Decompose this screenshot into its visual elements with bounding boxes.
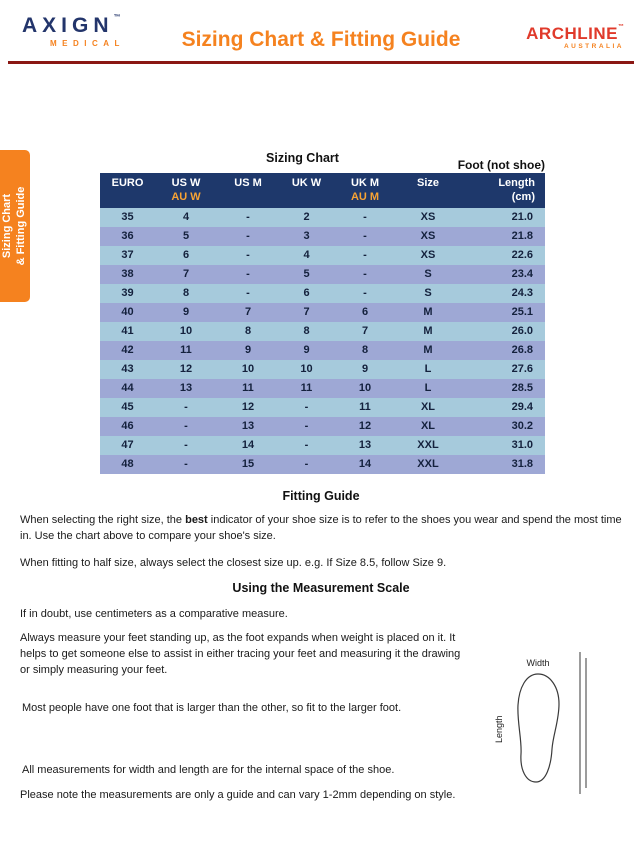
table-cell: 40	[121, 305, 134, 318]
table-cell: 22.6	[511, 248, 533, 261]
table-cell: L	[424, 362, 432, 375]
table-cell: 48	[121, 457, 134, 470]
measurement-paragraph-4: All measurements for width and length are for the internal space of the shoe.	[22, 764, 395, 776]
table-cell: 42	[121, 343, 134, 356]
table-cell: 37	[121, 248, 134, 261]
table-cell: 9	[303, 343, 310, 356]
side-tab	[0, 150, 30, 302]
table-cell: 27.6	[511, 362, 533, 375]
table-cell: 7	[182, 267, 190, 280]
table-cell: -	[246, 210, 250, 223]
width-label: Width	[526, 658, 550, 668]
sizing-table-body	[100, 208, 545, 474]
table-cell: 9	[361, 362, 369, 375]
table-row	[100, 417, 545, 436]
table-cell: 24.3	[511, 286, 533, 299]
table-cell: 5	[303, 267, 310, 280]
table-cell: XXL	[417, 457, 439, 470]
table-cell: 14	[358, 457, 372, 470]
table-row	[100, 455, 545, 474]
paragraph-text: When selecting the right size, the	[20, 514, 186, 526]
table-row	[100, 360, 545, 379]
table-cell: 45	[121, 400, 134, 413]
paragraph-bold-word: best	[185, 514, 208, 526]
paragraph-text: indicator of your shoe size is to refer to the shoes you wear and spend the most time in. Use the chart above to compare your shoe's size.	[20, 514, 622, 542]
table-row	[100, 208, 545, 227]
col-header-length: Length (cm)	[460, 173, 545, 208]
table-cell: M	[423, 343, 433, 356]
table-cell: S	[424, 286, 432, 299]
table-cell: 6	[182, 248, 190, 261]
table-cell: M	[423, 305, 433, 318]
table-cell: -	[184, 400, 188, 413]
col-header-euro: EURO	[100, 173, 155, 208]
table-cell: 12	[179, 362, 193, 375]
sizing-table	[100, 173, 545, 474]
sizing-chart-title: Sizing Chart	[266, 151, 339, 165]
measurement-scale-heading: Using the Measurement Scale	[232, 581, 410, 595]
table-row	[100, 341, 545, 360]
table-row	[100, 379, 545, 398]
table-cell: 3	[303, 229, 310, 242]
table-row	[100, 303, 545, 322]
col-header-usm: US M	[217, 173, 279, 208]
table-cell: 41	[121, 324, 134, 337]
table-cell: -	[246, 248, 250, 261]
table-cell: 26.0	[511, 324, 533, 337]
table-cell: 10	[358, 381, 372, 394]
table-cell: 36	[121, 229, 134, 242]
table-cell: XXL	[417, 438, 439, 451]
table-cell: 8	[303, 324, 310, 337]
axign-logo-sub: MEDICAL	[50, 39, 125, 48]
table-cell: 9	[182, 305, 190, 318]
length-label: Length	[494, 715, 504, 743]
table-cell: 10	[179, 324, 193, 337]
table-cell: 31.8	[511, 457, 533, 470]
table-cell: 38	[121, 267, 134, 280]
col-header-ukw: UK W	[279, 173, 334, 208]
table-cell: 11	[242, 381, 254, 394]
table-cell: 2	[303, 210, 310, 223]
table-cell: 35	[121, 210, 134, 223]
foot-diagram-svg	[492, 648, 602, 798]
table-row	[100, 246, 545, 265]
table-cell: -	[363, 210, 367, 223]
table-cell: 9	[244, 343, 252, 356]
table-cell: M	[423, 324, 433, 337]
table-cell: XS	[420, 229, 436, 242]
axign-logo-name: AXIGN	[22, 14, 114, 37]
table-cell: -	[184, 438, 188, 451]
table-cell: 13	[179, 381, 193, 394]
table-cell: -	[363, 248, 367, 261]
table-cell: XL	[420, 419, 436, 432]
table-cell: -	[363, 229, 367, 242]
archline-logo-sub: AUSTRALIA	[563, 43, 624, 50]
col-header-ukm-aum: UK M AU M	[334, 173, 396, 208]
measurement-paragraph-2: Always measure your feet standing up, as the foot expands when weight is placed on it. It helps to get someone else to assist in either tracing your feet and measuring it the drawing or simply measuring your feet.	[20, 632, 461, 676]
table-cell: 46	[121, 419, 134, 432]
table-cell: -	[304, 400, 309, 413]
fitting-guide-paragraph-2: When fitting to half size, always select the closest size up. e.g. If Size 8.5, follow Size 9.	[20, 557, 447, 569]
table-cell: 13	[358, 438, 372, 451]
table-cell: -	[246, 229, 250, 242]
table-cell: -	[363, 286, 367, 299]
table-cell: 4	[182, 210, 190, 223]
table-cell: 7	[361, 324, 369, 337]
table-cell: 8	[361, 343, 369, 356]
table-cell: 8	[244, 324, 252, 337]
header-rule	[8, 61, 634, 64]
table-cell: -	[246, 286, 250, 299]
table-cell: 30.2	[511, 419, 533, 432]
foot-not-shoe-note: Foot (not shoe)	[457, 158, 545, 172]
archline-logo-name: ARCHLINE	[526, 24, 618, 43]
table-cell: 14	[241, 438, 255, 451]
table-cell: 11	[180, 343, 192, 356]
table-cell: 5	[182, 229, 190, 242]
table-cell: -	[304, 457, 309, 470]
table-cell: 13	[241, 419, 255, 432]
archline-trademark: ™	[618, 24, 624, 30]
table-cell: 21.8	[511, 229, 533, 242]
measurement-paragraph-3: Most people have one foot that is larger than the other, so fit to the larger foot.	[22, 702, 402, 714]
table-cell: -	[246, 267, 250, 280]
table-cell: 8	[182, 286, 190, 299]
col-header-size: Size	[396, 173, 460, 208]
table-cell: 23.4	[511, 267, 533, 280]
fitting-guide-paragraph-1	[20, 513, 626, 545]
archline-logo	[526, 24, 624, 50]
table-cell: 47	[121, 438, 134, 451]
table-cell: -	[304, 438, 309, 451]
table-cell: 44	[121, 381, 134, 394]
table-cell: 25.1	[511, 305, 533, 318]
table-row	[100, 284, 545, 303]
table-cell: 28.5	[511, 381, 533, 394]
table-cell: 4	[303, 248, 310, 261]
foot-diagram	[492, 648, 602, 798]
table-cell: 10	[300, 362, 313, 375]
table-cell: 21.0	[511, 210, 533, 223]
table-cell: 15	[241, 457, 255, 470]
table-cell: 31.0	[511, 438, 533, 451]
page-title: Sizing Chart & Fitting Guide	[181, 28, 461, 51]
table-cell: 26.8	[511, 343, 533, 356]
table-cell: -	[363, 267, 367, 280]
table-cell: -	[184, 419, 188, 432]
table-cell: 6	[361, 305, 369, 318]
side-tab-line1: Sizing Chart	[1, 193, 14, 259]
table-row	[100, 398, 545, 417]
measurement-paragraph-1: If in doubt, use centimeters as a comparative measure.	[20, 608, 288, 620]
table-cell: 12	[358, 419, 372, 432]
table-cell: 39	[121, 286, 134, 299]
table-cell: XL	[420, 400, 436, 413]
axign-trademark: ™	[113, 14, 121, 21]
table-cell: XS	[420, 210, 436, 223]
table-row	[100, 265, 545, 284]
table-cell: 10	[241, 362, 255, 375]
table-cell: 29.4	[511, 400, 533, 413]
table-row	[100, 322, 545, 341]
table-cell: 7	[244, 305, 252, 318]
table-cell: 6	[303, 286, 310, 299]
foot-outline	[518, 674, 559, 782]
table-cell: -	[304, 419, 309, 432]
table-row	[100, 227, 545, 246]
table-cell: L	[424, 381, 432, 394]
fitting-guide-heading: Fitting Guide	[282, 489, 360, 503]
measurement-paragraph-5: Please note the measurements are only a guide and can vary 1-2mm depending on style.	[20, 789, 456, 801]
side-tab-line2: & Fitting Guide	[15, 186, 27, 266]
table-row	[100, 436, 545, 455]
table-cell: S	[424, 267, 432, 280]
table-cell: XS	[420, 248, 436, 261]
table-cell: 7	[303, 305, 310, 318]
sizing-table-wrap	[100, 173, 545, 474]
table-cell: 11	[300, 381, 313, 394]
table-cell: 12	[241, 400, 255, 413]
table-cell: -	[184, 457, 188, 470]
side-tab-label	[0, 150, 30, 302]
col-header-usw-auw: US W AU W	[155, 173, 217, 208]
table-cell: 43	[121, 362, 134, 375]
table-cell: 11	[359, 400, 371, 413]
table-header-row	[100, 173, 545, 208]
